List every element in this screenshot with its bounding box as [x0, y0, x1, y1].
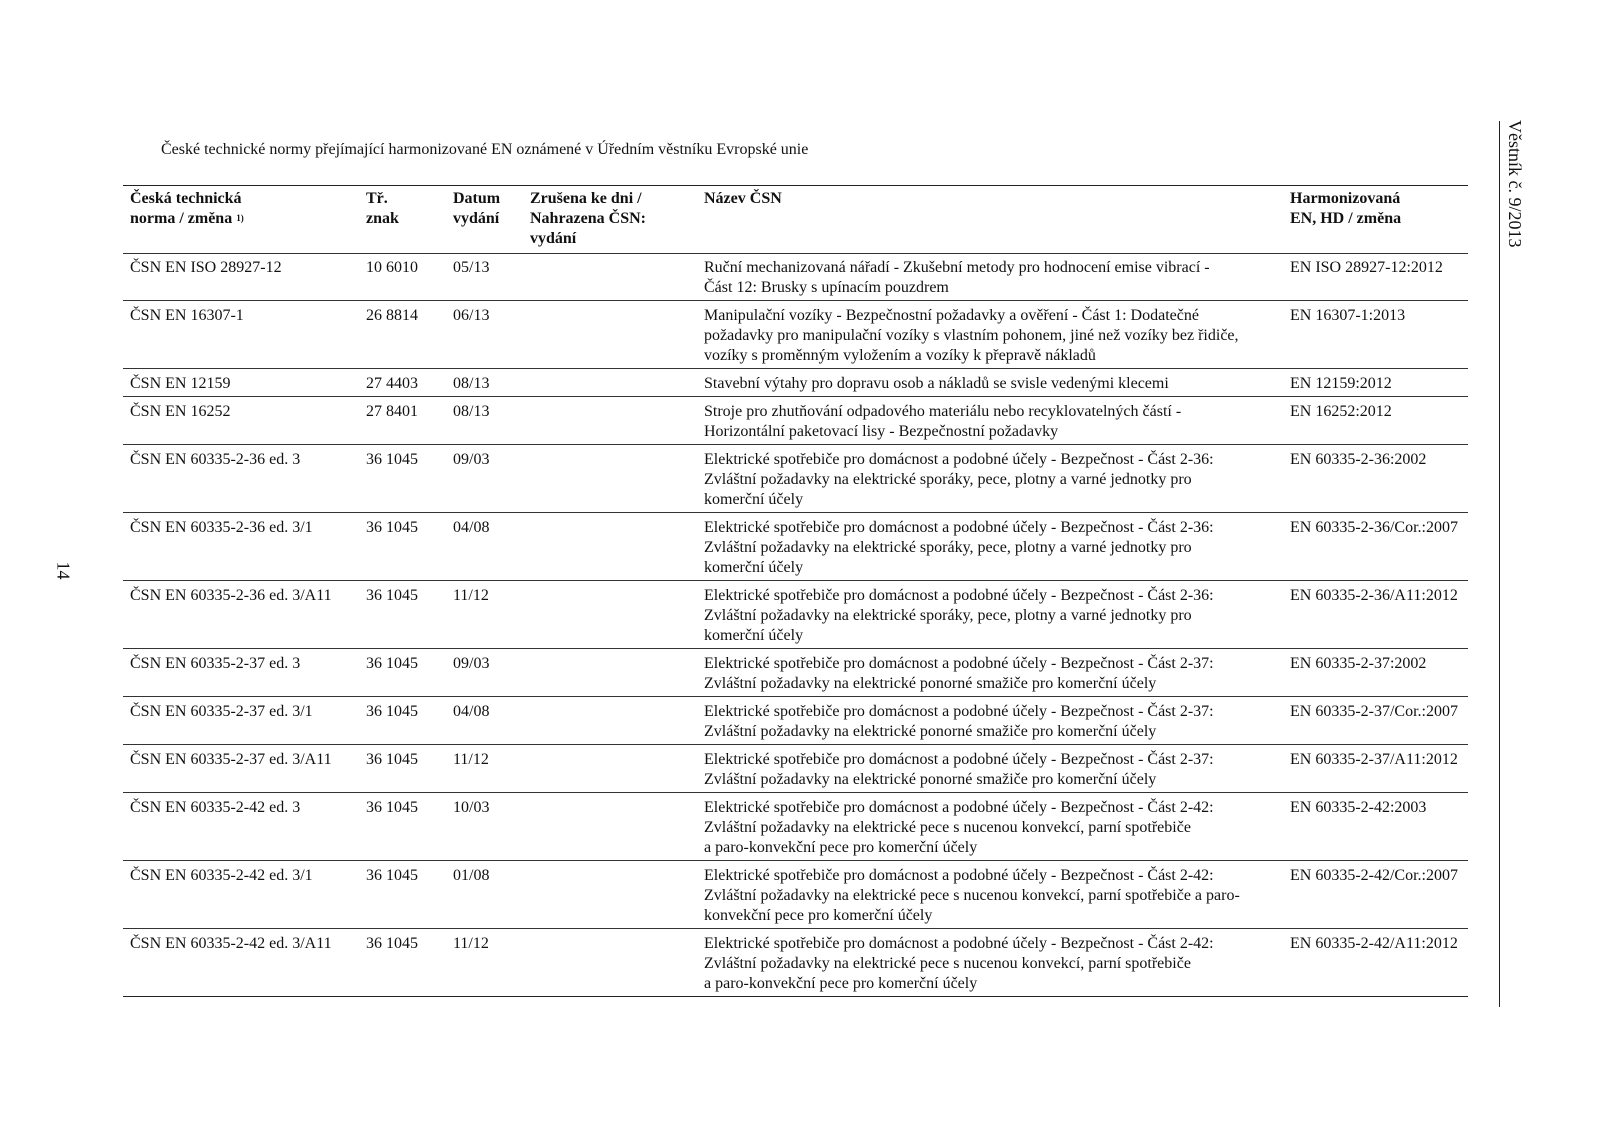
- cell-date: 09/03: [453, 655, 490, 672]
- cell-date: 01/08: [453, 867, 490, 884]
- table-row: [123, 861, 1468, 929]
- name-line: Elektrické spotřebiče pro domácnost a podobné účely - Bezpečnost - Část 2-36:: [704, 519, 1214, 536]
- table-row: [123, 929, 1468, 997]
- cell-replaced: [523, 861, 697, 929]
- table-row: [123, 445, 1468, 513]
- cell-name: [697, 929, 1283, 997]
- table-row: [123, 301, 1468, 369]
- header-harm-line2: EN, HD / změna: [1290, 210, 1402, 227]
- cell-csn: ČSN EN 12159: [130, 375, 231, 392]
- name-line: Elektrické spotřebiče pro domácnost a podobné účely - Bezpečnost - Část 2-37:: [704, 655, 1214, 672]
- cell-name: [697, 397, 1283, 445]
- cell-class: 26 8814: [366, 307, 418, 324]
- cell-date: 05/13: [453, 259, 490, 276]
- cell-csn: ČSN EN 60335-2-42 ed. 3/1: [130, 867, 313, 884]
- name-line: Manipulační vozíky - Bezpečnostní požadavky a ověření - Část 1: Dodatečné: [704, 307, 1199, 324]
- cell-csn: ČSN EN 60335-2-36 ed. 3: [130, 451, 301, 468]
- cell-class: 10 6010: [366, 259, 418, 276]
- header-repl-line3: vydání: [530, 230, 577, 247]
- cell-date: 08/13: [453, 375, 490, 392]
- cell-name: [697, 445, 1283, 513]
- cell-class: 36 1045: [366, 751, 418, 768]
- page-number: 14: [53, 561, 74, 580]
- header-class: [359, 186, 446, 254]
- cell-date: 04/08: [453, 703, 490, 720]
- name-line: požadavky pro manipulační vozíky s vlastním pohonem, jiné než vozíky bez řidiče,: [704, 327, 1239, 344]
- table-body: [123, 254, 1468, 997]
- header-csn: [123, 186, 359, 254]
- cell-class: 36 1045: [366, 703, 418, 720]
- header-date-line1: Datum: [453, 190, 501, 207]
- cell-replaced: [523, 445, 697, 513]
- cell-replaced: [523, 301, 697, 369]
- cell-csn: ČSN EN 16252: [130, 403, 231, 420]
- cell-date: 11/12: [453, 935, 489, 952]
- cell-replaced: [523, 254, 697, 301]
- cell-harmonized: EN 60335-2-42:2003: [1290, 799, 1427, 816]
- name-line: Zvláštní požadavky na elektrické ponorné smažiče pro komerční účely: [704, 723, 1157, 740]
- cell-date: 06/13: [453, 307, 490, 324]
- name-line: Elektrické spotřebiče pro domácnost a podobné účely - Bezpečnost - Část 2-42:: [704, 799, 1214, 816]
- cell-date: 11/12: [453, 587, 489, 604]
- cell-harmonized: EN 60335-2-37:2002: [1290, 655, 1427, 672]
- running-header: [1504, 120, 1526, 1120]
- name-line: Zvláštní požadavky na elektrické pece s nucenou konvekcí, parní spotřebiče: [704, 955, 1191, 972]
- header-csn-line1: Česká technická: [130, 190, 242, 207]
- name-line: Horizontální paketovací lisy - Bezpečnostní požadavky: [704, 423, 1059, 440]
- running-header-text: Věstník č. 9/2013: [1505, 120, 1525, 248]
- cell-csn: ČSN EN 60335-2-37 ed. 3/1: [130, 703, 313, 720]
- cell-replaced: [523, 697, 697, 745]
- cell-replaced: [523, 513, 697, 581]
- cell-harmonized: EN 12159:2012: [1290, 375, 1392, 392]
- cell-class: 36 1045: [366, 519, 418, 536]
- cell-name: [697, 301, 1283, 369]
- cell-harmonized: EN 60335-2-37/A11:2012: [1290, 751, 1458, 768]
- cell-date: 04/08: [453, 519, 490, 536]
- name-line: Zvláštní požadavky na elektrické pece s nucenou konvekcí, parní spotřebiče: [704, 819, 1191, 836]
- name-line: Zvláštní požadavky na elektrické sporáky, pece, plotny a varné jednotky pro: [704, 471, 1192, 488]
- cell-harmonized: EN ISO 28927-12:2012: [1290, 259, 1443, 276]
- name-line: Elektrické spotřebiče pro domácnost a podobné účely - Bezpečnost - Část 2-36:: [704, 451, 1214, 468]
- cell-harmonized: EN 60335-2-36/A11:2012: [1290, 587, 1458, 604]
- cell-name: [697, 697, 1283, 745]
- header-name-text: Název ČSN: [704, 190, 782, 207]
- cell-date: 10/03: [453, 799, 490, 816]
- cell-harmonized: EN 60335-2-37/Cor.:2007: [1290, 703, 1458, 720]
- header-repl-line2: Nahrazena ČSN:: [530, 210, 646, 227]
- name-line: Ruční mechanizovaná nářadí - Zkušební metody pro hodnocení emise vibrací -: [704, 259, 1210, 276]
- name-line: Elektrické spotřebiče pro domácnost a podobné účely - Bezpečnost - Část 2-37:: [704, 703, 1214, 720]
- name-line: Část 12: Brusky s upínacím pouzdrem: [704, 279, 949, 296]
- name-line: Elektrické spotřebiče pro domácnost a podobné účely - Bezpečnost - Část 2-42:: [704, 867, 1214, 884]
- cell-replaced: [523, 745, 697, 793]
- cell-date: 09/03: [453, 451, 490, 468]
- cell-harmonized: EN 16252:2012: [1290, 403, 1392, 420]
- header-name: [697, 186, 1283, 254]
- footnote-marker: 1): [236, 213, 244, 223]
- cell-name: [697, 861, 1283, 929]
- cell-harmonized: EN 60335-2-36:2002: [1290, 451, 1427, 468]
- table-caption: České technické normy přejímající harmonizované EN oznámené v Úředním věstníku Evropské unie: [161, 141, 809, 158]
- name-line: konvekční pece pro komerční účely: [704, 907, 933, 924]
- name-line: Elektrické spotřebiče pro domácnost a podobné účely - Bezpečnost - Část 2-36:: [704, 587, 1214, 604]
- cell-csn: ČSN EN 60335-2-37 ed. 3/A11: [130, 751, 332, 768]
- cell-harmonized: EN 60335-2-36/Cor.:2007: [1290, 519, 1458, 536]
- table-row: [123, 649, 1468, 697]
- cell-class: 36 1045: [366, 587, 418, 604]
- name-line: komerční účely: [704, 627, 804, 644]
- header-class-line1: Tř.: [366, 190, 388, 207]
- side-divider: [1499, 121, 1500, 1007]
- name-line: a paro-konvekční pece pro komerční účely: [704, 975, 978, 992]
- cell-name: [697, 254, 1283, 301]
- name-line: Elektrické spotřebiče pro domácnost a podobné účely - Bezpečnost - Část 2-37:: [704, 751, 1214, 768]
- standards-table: [123, 185, 1468, 997]
- cell-class: 36 1045: [366, 935, 418, 952]
- table-row: [123, 254, 1468, 301]
- cell-csn: ČSN EN ISO 28927-12: [130, 259, 282, 276]
- cell-harmonized: EN 16307-1:2013: [1290, 307, 1406, 324]
- cell-class: 36 1045: [366, 655, 418, 672]
- cell-replaced: [523, 793, 697, 861]
- name-line: Stavební výtahy pro dopravu osob a nákladů se svisle vedenými klecemi: [704, 375, 1169, 392]
- table-row: [123, 397, 1468, 445]
- cell-csn: ČSN EN 60335-2-37 ed. 3: [130, 655, 301, 672]
- cell-name: [697, 581, 1283, 649]
- cell-replaced: [523, 581, 697, 649]
- cell-csn: ČSN EN 60335-2-36 ed. 3/1: [130, 519, 313, 536]
- header-repl-line1: Zrušena ke dni /: [530, 190, 642, 207]
- cell-replaced: [523, 649, 697, 697]
- cell-csn: ČSN EN 16307-1: [130, 307, 244, 324]
- name-line: Zvláštní požadavky na elektrické pece s nucenou konvekcí, parní spotřebiče a paro-: [704, 887, 1240, 904]
- cell-class: 27 4403: [366, 375, 418, 392]
- table-row: [123, 697, 1468, 745]
- name-line: a paro-konvekční pece pro komerční účely: [704, 839, 978, 856]
- cell-class: 36 1045: [366, 867, 418, 884]
- cell-replaced: [523, 397, 697, 445]
- table-row: [123, 369, 1468, 397]
- cell-replaced: [523, 929, 697, 997]
- header-date: [446, 186, 523, 254]
- cell-csn: ČSN EN 60335-2-36 ed. 3/A11: [130, 587, 332, 604]
- name-line: komerční účely: [704, 491, 804, 508]
- table-row: [123, 745, 1468, 793]
- name-line: Elektrické spotřebiče pro domácnost a podobné účely - Bezpečnost - Část 2-42:: [704, 935, 1214, 952]
- name-line: Zvláštní požadavky na elektrické ponorné smažiče pro komerční účely: [704, 675, 1157, 692]
- name-line: vozíky s proměnným vyložením a vozíky k přepravě nákladů: [704, 347, 1096, 364]
- cell-name: [697, 649, 1283, 697]
- table-row: [123, 581, 1468, 649]
- header-harmonized: [1283, 186, 1468, 254]
- cell-class: 36 1045: [366, 799, 418, 816]
- cell-date: 11/12: [453, 751, 489, 768]
- cell-csn: ČSN EN 60335-2-42 ed. 3/A11: [130, 935, 332, 952]
- table-row: [123, 793, 1468, 861]
- name-line: Zvláštní požadavky na elektrické sporáky, pece, plotny a varné jednotky pro: [704, 607, 1192, 624]
- cell-name: [697, 745, 1283, 793]
- table-row: [123, 513, 1468, 581]
- cell-csn: ČSN EN 60335-2-42 ed. 3: [130, 799, 301, 816]
- cell-name: [697, 793, 1283, 861]
- header-date-line2: vydání: [453, 210, 500, 227]
- header-harm-line1: Harmonizovaná: [1290, 190, 1401, 207]
- name-line: Zvláštní požadavky na elektrické sporáky, pece, plotny a varné jednotky pro: [704, 539, 1192, 556]
- header-class-line2: znak: [366, 210, 399, 227]
- cell-harmonized: EN 60335-2-42/Cor.:2007: [1290, 867, 1458, 884]
- cell-class: 27 8401: [366, 403, 418, 420]
- name-line: komerční účely: [704, 559, 804, 576]
- header-csn-line2: norma / změna: [130, 210, 233, 227]
- name-line: Stroje pro zhutňování odpadového materiálu nebo recyklovatelných částí -: [704, 403, 1182, 420]
- header-replaced: [523, 186, 697, 254]
- cell-date: 08/13: [453, 403, 490, 420]
- name-line: Zvláštní požadavky na elektrické ponorné smažiče pro komerční účely: [704, 771, 1157, 788]
- cell-harmonized: EN 60335-2-42/A11:2012: [1290, 935, 1458, 952]
- cell-name: [697, 369, 1283, 397]
- cell-class: 36 1045: [366, 451, 418, 468]
- table-header-row: [123, 186, 1468, 254]
- cell-name: [697, 513, 1283, 581]
- cell-replaced: [523, 369, 697, 397]
